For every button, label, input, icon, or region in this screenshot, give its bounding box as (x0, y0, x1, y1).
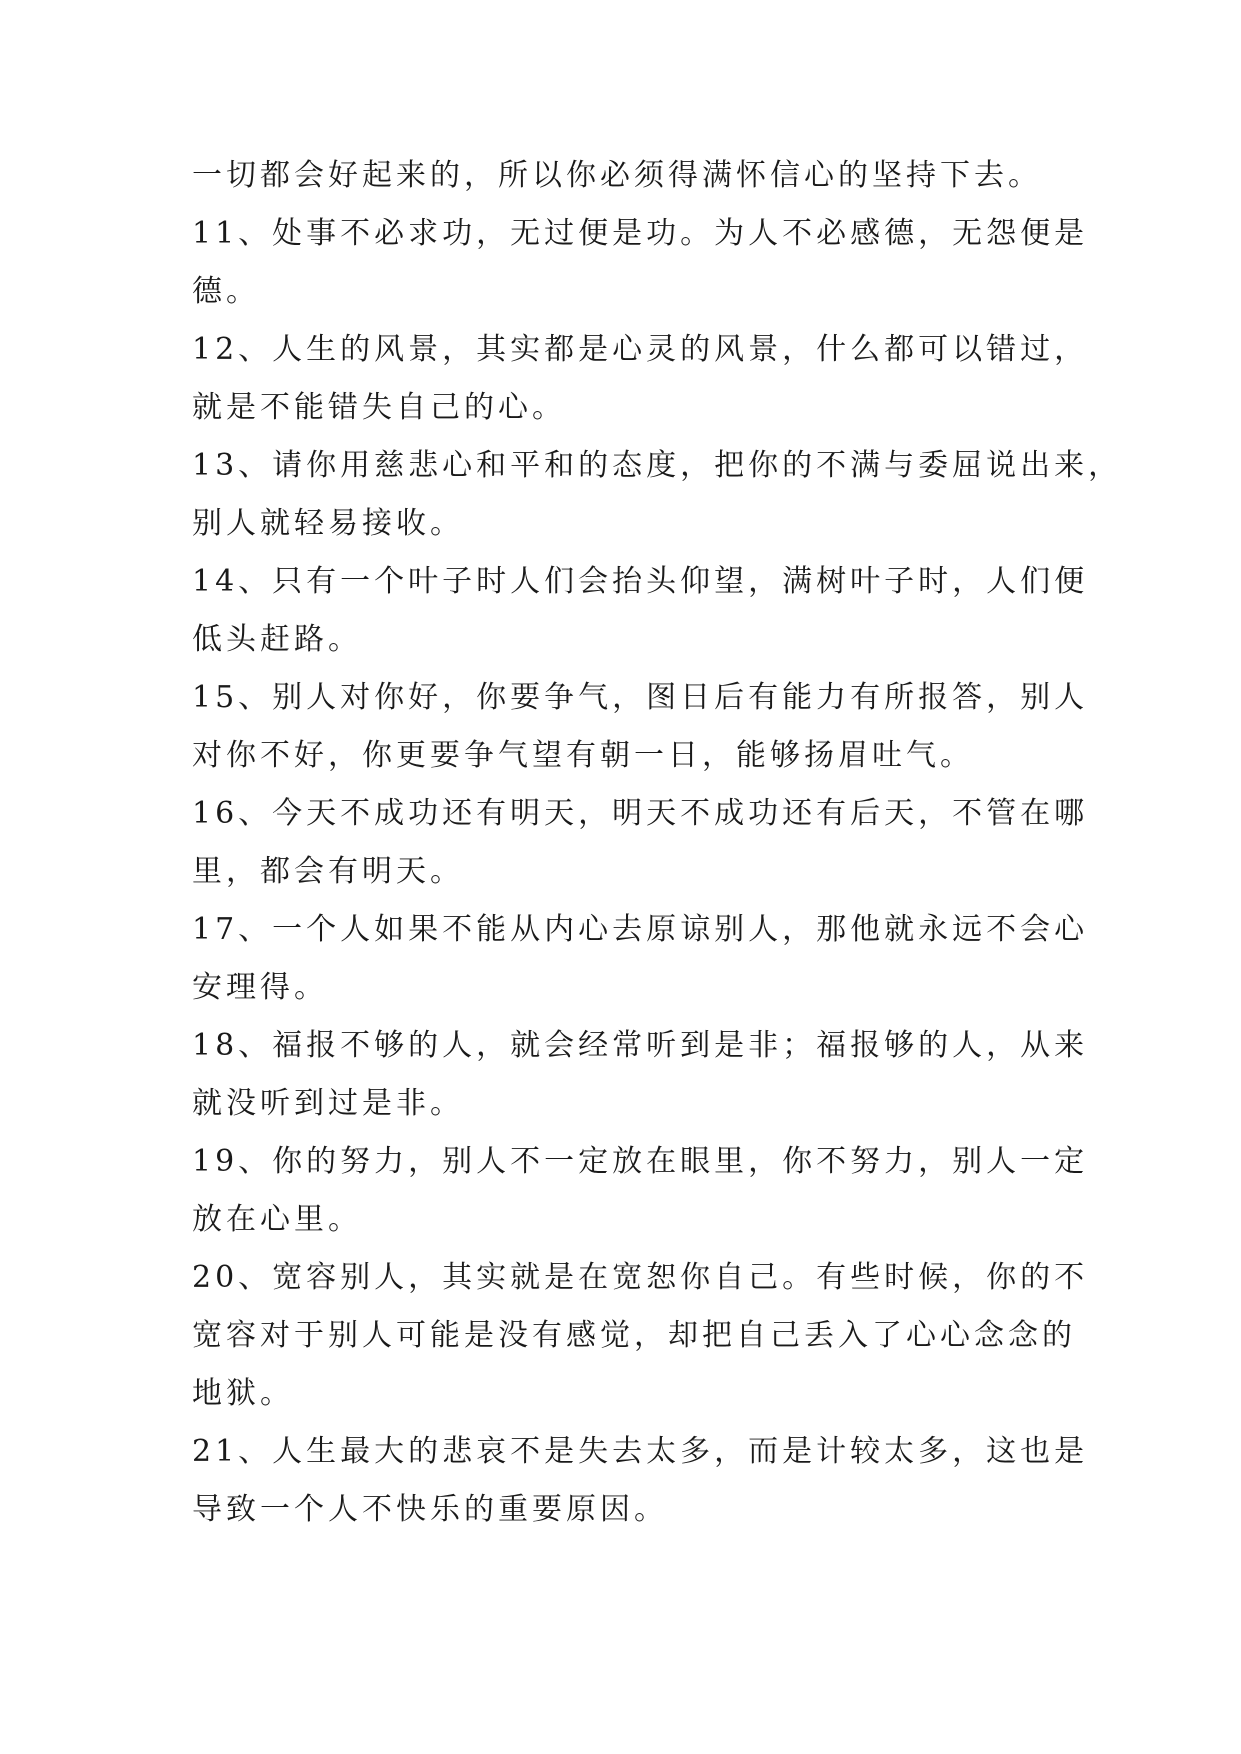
text-line: 21、人生最大的悲哀不是失去太多，而是计较太多，这也是 (192, 1434, 1089, 1469)
text-line: 19、你的努力，别人不一定放在眼里，你不努力，别人一定 (192, 1144, 1089, 1179)
text-line: 低头赶路。 (192, 622, 362, 657)
text-line: 里，都会有明天。 (192, 854, 464, 889)
text-line: 15、别人对你好，你要争气，图日后有能力有所报答，别人 (192, 680, 1089, 715)
text-line: 18、福报不够的人，就会经常听到是非；福报够的人，从来 (192, 1028, 1089, 1063)
text-line: 就没听到过是非。 (192, 1086, 464, 1121)
text-line: 导致一个人不快乐的重要原因。 (192, 1492, 668, 1527)
text-line: 放在心里。 (192, 1202, 362, 1237)
text-line: 别人就轻易接收。 (192, 506, 464, 541)
text-line: 一切都会好起来的，所以你必须得满怀信心的坚持下去。 (192, 158, 1042, 193)
text-line: 安理得。 (192, 970, 328, 1005)
text-line: 11、处事不必求功，无过便是功。为人不必感德，无怨便是 (192, 216, 1089, 251)
text-line: 13、请你用慈悲心和平和的态度，把你的不满与委屈说出来， (192, 448, 1123, 483)
text-line: 17、一个人如果不能从内心去原谅别人，那他就永远不会心 (192, 912, 1089, 947)
text-line: 宽容对于别人可能是没有感觉，却把自己丢入了心心念念的 (192, 1318, 1076, 1353)
text-line: 德。 (192, 274, 260, 309)
text-line: 20、宽容别人，其实就是在宽恕你自己。有些时候，你的不 (192, 1260, 1089, 1295)
text-line: 16、今天不成功还有明天，明天不成功还有后天，不管在哪 (192, 796, 1089, 831)
text-line: 12、人生的风景，其实都是心灵的风景，什么都可以错过， (192, 332, 1089, 367)
text-line: 14、只有一个叶子时人们会抬头仰望，满树叶子时，人们便 (192, 564, 1089, 599)
text-line: 对你不好，你更要争气望有朝一日，能够扬眉吐气。 (192, 738, 974, 773)
text-line: 地狱。 (192, 1376, 294, 1411)
text-line: 就是不能错失自己的心。 (192, 390, 566, 425)
